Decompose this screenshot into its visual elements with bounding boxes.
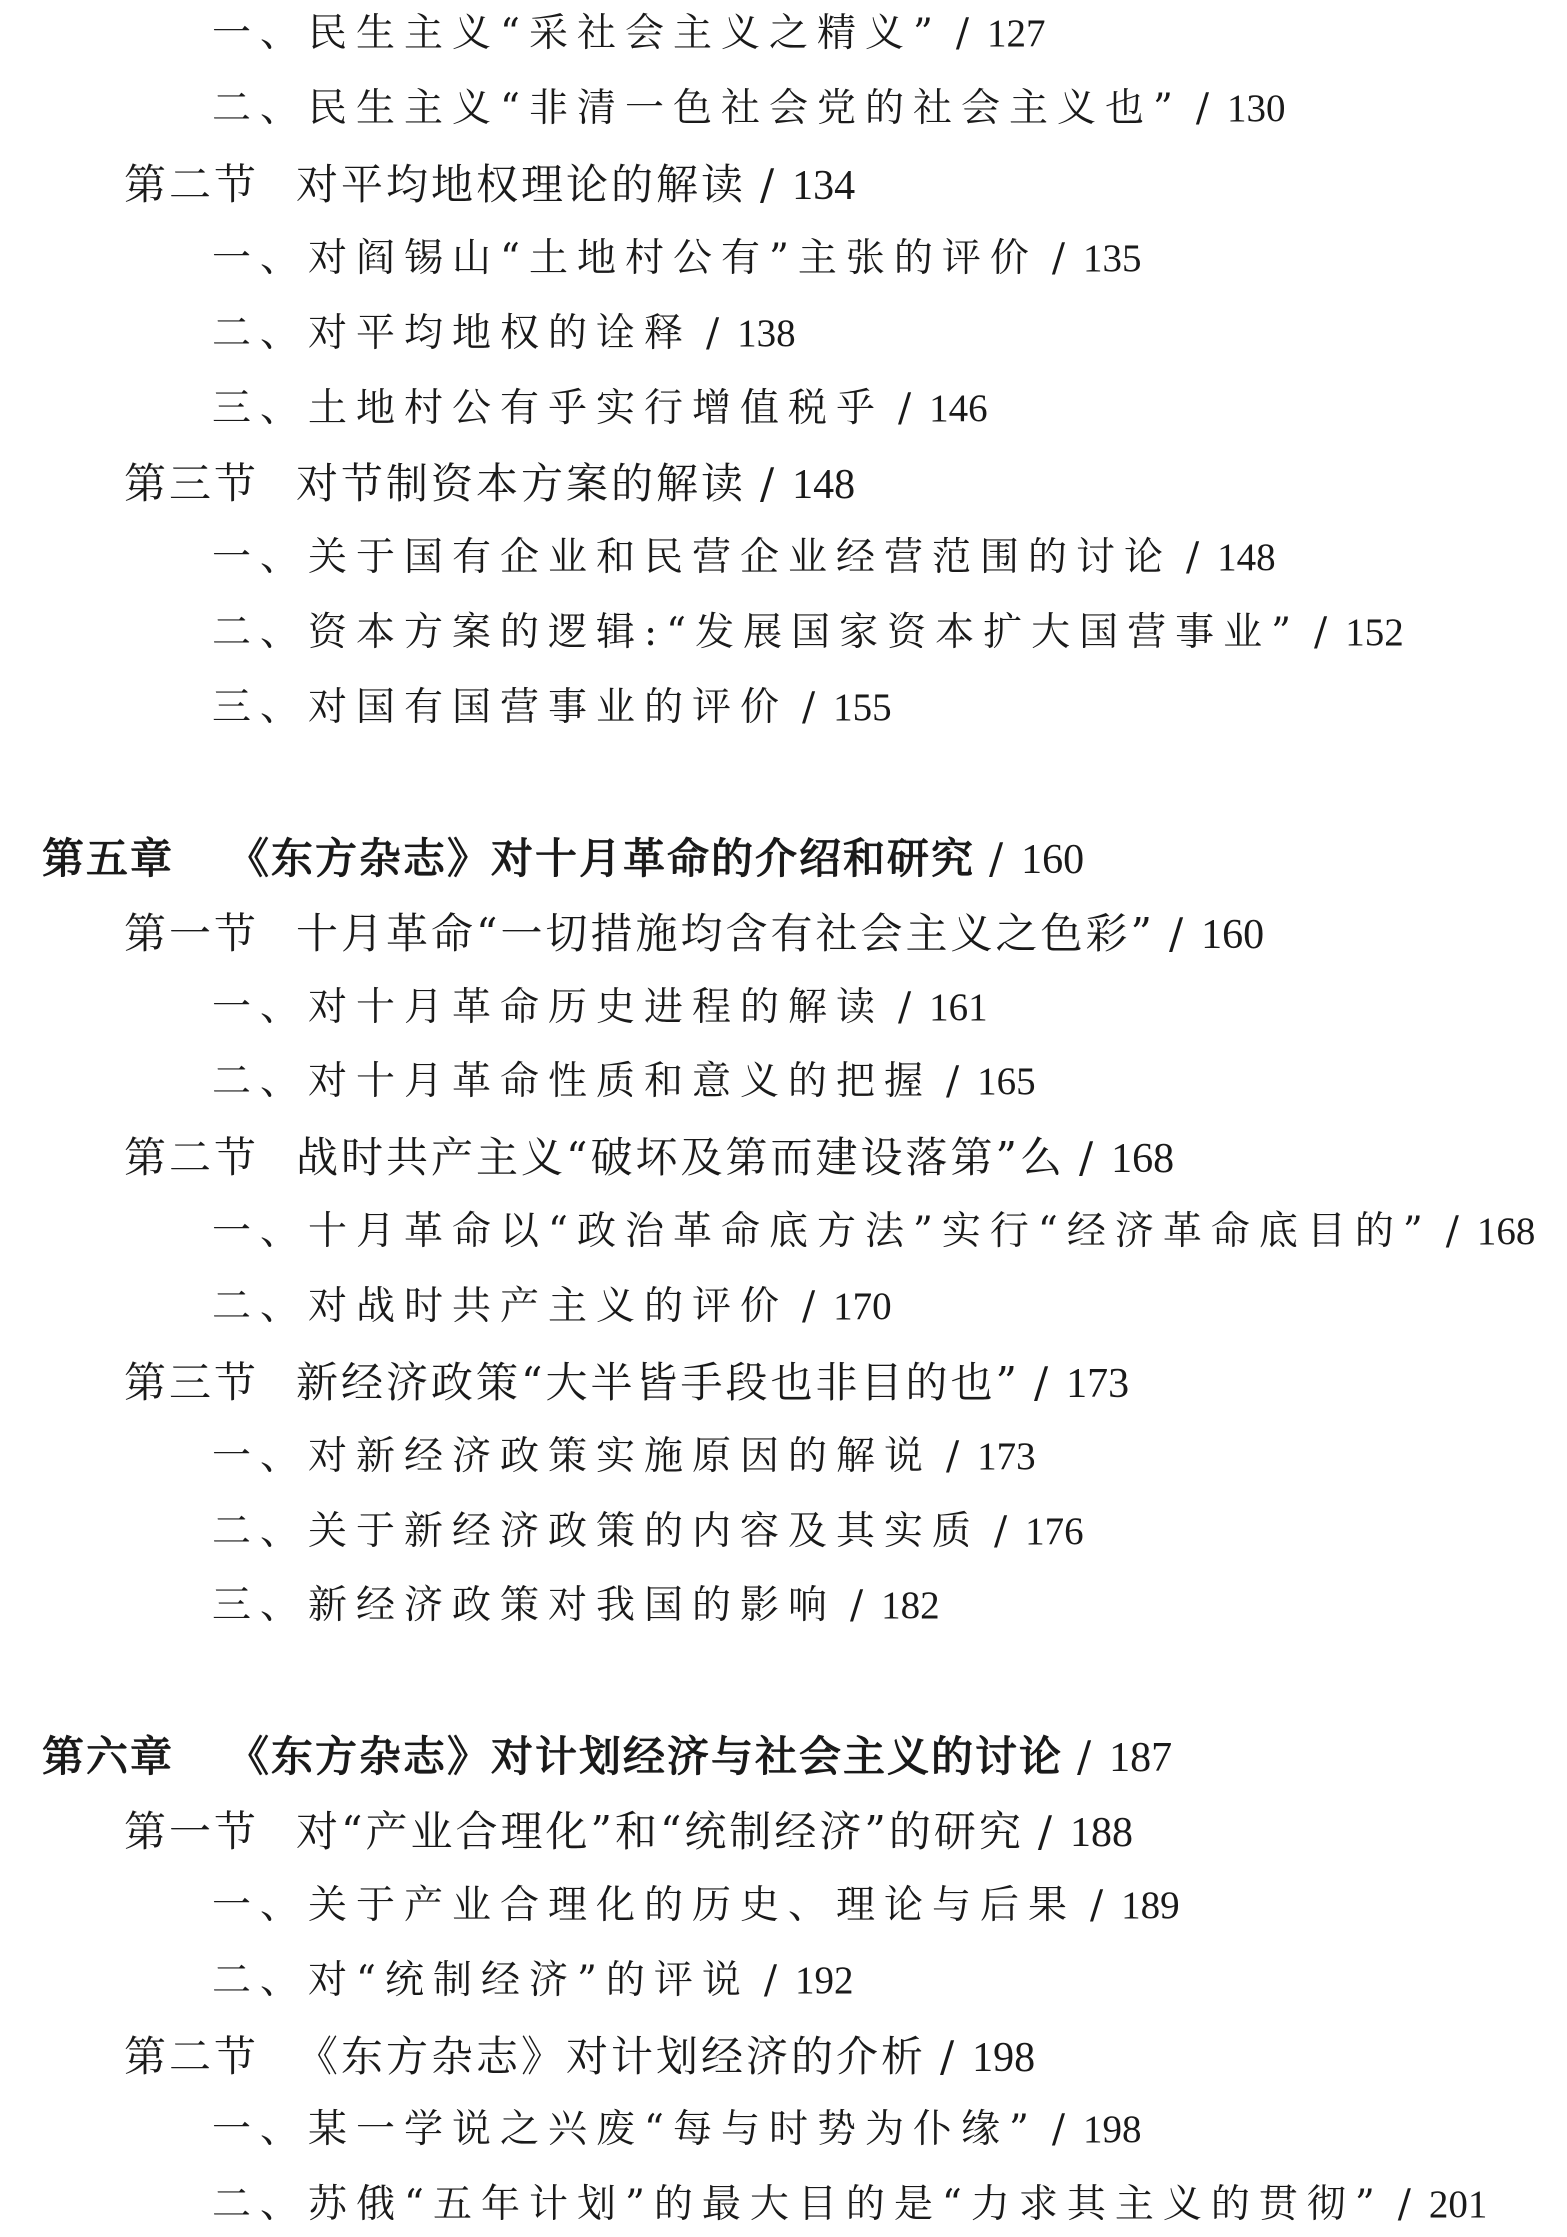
toc-entry-label: 二、 <box>212 610 309 655</box>
toc-subsection-entry <box>212 985 988 1030</box>
toc-section-entry <box>124 1807 1134 1856</box>
toc-entry-title: 《东方杂志》对计划经济与社会主义的讨论 <box>227 1732 1064 1781</box>
toc-page-number: 198 <box>972 2035 1036 2081</box>
toc-entry-title: 十月革命以“政治革命底方法”实行“经济革命底目的” <box>308 1209 1432 1254</box>
toc-entry-label: 三、 <box>212 685 309 730</box>
toc-subsection-entry <box>212 1958 854 2003</box>
toc-entry-label: 二、 <box>212 86 309 131</box>
toc-subsection-entry <box>212 86 1286 131</box>
toc-entry-title: 民生主义“采社会主义之精义” <box>308 11 942 56</box>
toc-separator: / <box>1186 535 1200 580</box>
toc-subsection-entry <box>212 311 796 356</box>
toc-subsection-entry <box>212 685 892 730</box>
toc-entry-title: 对新经济政策实施原因的解说 <box>308 1434 933 1479</box>
toc-entry-title: 土地村公有乎实行增值税乎 <box>308 386 885 431</box>
toc-separator: / <box>946 1059 960 1104</box>
toc-page-number: 134 <box>792 163 856 209</box>
toc-page-number: 182 <box>881 1584 940 1627</box>
toc-entry-title: 《东方杂志》对十月革命的介绍和研究 <box>227 834 976 883</box>
toc-page-number: 192 <box>795 1959 854 2002</box>
toc-page-number: 160 <box>1021 837 1085 883</box>
toc-entry-label: 二、 <box>212 2182 309 2227</box>
toc-separator: / <box>898 985 912 1030</box>
toc-separator: / <box>802 1284 816 1329</box>
toc-entry-title: 新经济政策对我国的影响 <box>308 1583 837 1628</box>
toc-entry-label: 一、 <box>212 985 309 1030</box>
toc-page-number: 168 <box>1476 1210 1536 1253</box>
toc-separator: / <box>1037 1807 1053 1856</box>
toc-subsection-entry <box>212 1509 1084 1554</box>
toc-entry-label: 第三节 <box>124 459 260 508</box>
toc-entry-label: 一、 <box>212 1434 309 1479</box>
toc-section-entry <box>124 1133 1175 1182</box>
toc-separator: / <box>1051 2107 1066 2152</box>
toc-subsection-entry <box>212 11 1046 56</box>
toc-section-entry <box>124 160 856 209</box>
toc-entry-title: 对节制资本方案的解读 <box>296 459 747 508</box>
toc-entry-label: 第三节 <box>124 1358 260 1407</box>
toc-entry-label: 二、 <box>212 1284 309 1329</box>
toc-entry-label: 一、 <box>212 11 309 56</box>
toc-subsection-entry <box>212 1209 1536 1254</box>
toc-subsection-entry <box>212 2182 1488 2227</box>
toc-page-number: 148 <box>792 462 856 508</box>
toc-entry-label: 一、 <box>212 1883 309 1928</box>
toc-page-number: 168 <box>1111 1136 1175 1182</box>
toc-entry-title: 对国有国营事业的评价 <box>308 685 789 730</box>
toc-section-entry <box>124 2032 1036 2081</box>
toc-separator: / <box>706 311 720 356</box>
toc-entry-title: 战时共产主义“破坏及第而建设落第”么 <box>296 1133 1065 1182</box>
toc-entry-title: 对“统制经济”的评说 <box>308 1958 750 2003</box>
toc-separator: / <box>1314 610 1328 655</box>
toc-separator: / <box>763 1958 778 2003</box>
toc-subsection-entry <box>212 2107 1142 2152</box>
toc-section-entry <box>124 909 1265 958</box>
toc-entry-title: 某一学说之兴废“每与时势为仆缘” <box>308 2107 1038 2152</box>
toc-separator: / <box>946 1434 960 1479</box>
toc-entry-title: 对十月革命历史进程的解读 <box>308 985 885 1030</box>
toc-page-number: 152 <box>1345 611 1404 654</box>
toc-entry-label: 第二节 <box>124 2032 260 2081</box>
toc-entry-title: 对平均地权理论的解读 <box>296 160 747 209</box>
toc-separator: / <box>898 386 912 431</box>
toc-separator: / <box>1195 86 1210 131</box>
toc-separator: / <box>955 11 970 56</box>
toc-page-number: 160 <box>1201 912 1265 958</box>
toc-entry-label: 二、 <box>212 1509 309 1554</box>
toc-separator: / <box>1445 1209 1459 1254</box>
toc-section-entry <box>124 459 856 508</box>
toc-separator: / <box>1077 1732 1092 1781</box>
toc-entry-label: 第五章 <box>42 834 175 883</box>
toc-page-number: 201 <box>1428 2183 1488 2226</box>
toc-entry-label: 一、 <box>212 2107 309 2152</box>
toc-separator: / <box>989 834 1004 883</box>
toc-entry-title: 苏俄“五年计划”的最大目的是“力求其主义的贯彻” <box>308 2182 1384 2227</box>
toc-page-number: 187 <box>1109 1735 1173 1781</box>
toc-entry-label: 第二节 <box>124 1133 260 1182</box>
toc-subsection-entry <box>212 386 988 431</box>
toc-page-number: 176 <box>1025 1510 1084 1553</box>
toc-separator: / <box>760 459 775 508</box>
toc-entry-title: 对平均地权的诠释 <box>308 311 693 356</box>
toc-page-number: 138 <box>737 312 796 355</box>
toc-entry-title: 对十月革命性质和意义的把握 <box>308 1059 933 1104</box>
toc-entry-label: 第二节 <box>124 160 260 209</box>
toc-page-number: 135 <box>1083 237 1142 280</box>
toc-entry-label: 三、 <box>212 386 309 431</box>
toc-separator: / <box>850 1583 864 1628</box>
toc-entry-label: 二、 <box>212 1958 309 2003</box>
toc-separator: / <box>1078 1133 1094 1182</box>
toc-separator: / <box>1168 909 1184 958</box>
toc-separator: / <box>940 2032 955 2081</box>
toc-subsection-entry <box>212 610 1404 655</box>
toc-entry-label: 第一节 <box>124 909 260 958</box>
toc-page-number: 146 <box>929 387 988 430</box>
toc-subsection-entry <box>212 535 1276 580</box>
toc-subsection-entry <box>212 1284 892 1329</box>
toc-entry-title: 关于产业合理化的历史、理论与后果 <box>308 1883 1077 1928</box>
toc-entry-label: 第一节 <box>124 1807 260 1856</box>
toc-entry-title: 对战时共产主义的评价 <box>308 1284 789 1329</box>
toc-separator: / <box>1051 236 1066 281</box>
toc-separator: / <box>1033 1358 1049 1407</box>
toc-entry-label: 一、 <box>212 535 309 580</box>
toc-separator: / <box>1397 2182 1411 2227</box>
toc-separator: / <box>994 1509 1008 1554</box>
toc-page-number: 173 <box>1066 1361 1130 1407</box>
toc-entry-title: 对阎锡山“土地村公有”主张的评价 <box>308 236 1038 281</box>
toc-subsection-entry <box>212 236 1142 281</box>
toc-entry-title: 资本方案的逻辑:“发展国家资本扩大国营事业” <box>308 610 1301 655</box>
toc-separator: / <box>802 685 816 730</box>
toc-page-number: 188 <box>1070 1810 1134 1856</box>
toc-entry-title: 新经济政策“大半皆手段也非目的也” <box>296 1358 1020 1407</box>
toc-page-number: 189 <box>1121 1884 1180 1927</box>
toc-chapter-entry <box>42 834 1085 883</box>
toc-page-number: 161 <box>929 986 988 1029</box>
toc-page-number: 155 <box>833 686 892 729</box>
toc-page-number: 148 <box>1217 536 1276 579</box>
toc-subsection-entry <box>212 1059 1036 1104</box>
toc-section-entry <box>124 1358 1130 1407</box>
toc-chapter-entry <box>42 1732 1173 1781</box>
toc-separator: / <box>760 160 775 209</box>
toc-entry-title: 关于国有企业和民营企业经营范围的讨论 <box>308 535 1173 580</box>
toc-entry-label: 第六章 <box>42 1732 175 1781</box>
toc-entry-label: 三、 <box>212 1583 309 1628</box>
toc-subsection-entry <box>212 1434 1036 1479</box>
toc-entry-title: 关于新经济政策的内容及其实质 <box>308 1509 981 1554</box>
toc-subsection-entry <box>212 1883 1180 1928</box>
toc-page-number: 198 <box>1083 2108 1142 2151</box>
toc-entry-title: 《东方杂志》对计划经济的介析 <box>296 2032 927 2081</box>
toc-page-number: 173 <box>977 1435 1036 1478</box>
toc-page-number: 127 <box>987 12 1046 55</box>
toc-page-number: 130 <box>1227 87 1286 130</box>
toc-page-number: 170 <box>833 1285 892 1328</box>
toc-subsection-entry <box>212 1583 940 1628</box>
toc-page-number: 165 <box>977 1060 1036 1103</box>
toc-entry-label: 一、 <box>212 1209 309 1254</box>
toc-entry-title: 十月革命“一切措施均含有社会主义之色彩” <box>296 909 1155 958</box>
toc-entry-title: 民生主义“非清一色社会党的社会主义也” <box>308 86 1182 131</box>
toc-separator: / <box>1090 1883 1104 1928</box>
toc-entry-title: 对“产业合理化”和“统制经济”的研究 <box>296 1807 1024 1856</box>
toc-entry-label: 二、 <box>212 311 309 356</box>
toc-entry-label: 一、 <box>212 236 309 281</box>
toc-entry-label: 二、 <box>212 1059 309 1104</box>
